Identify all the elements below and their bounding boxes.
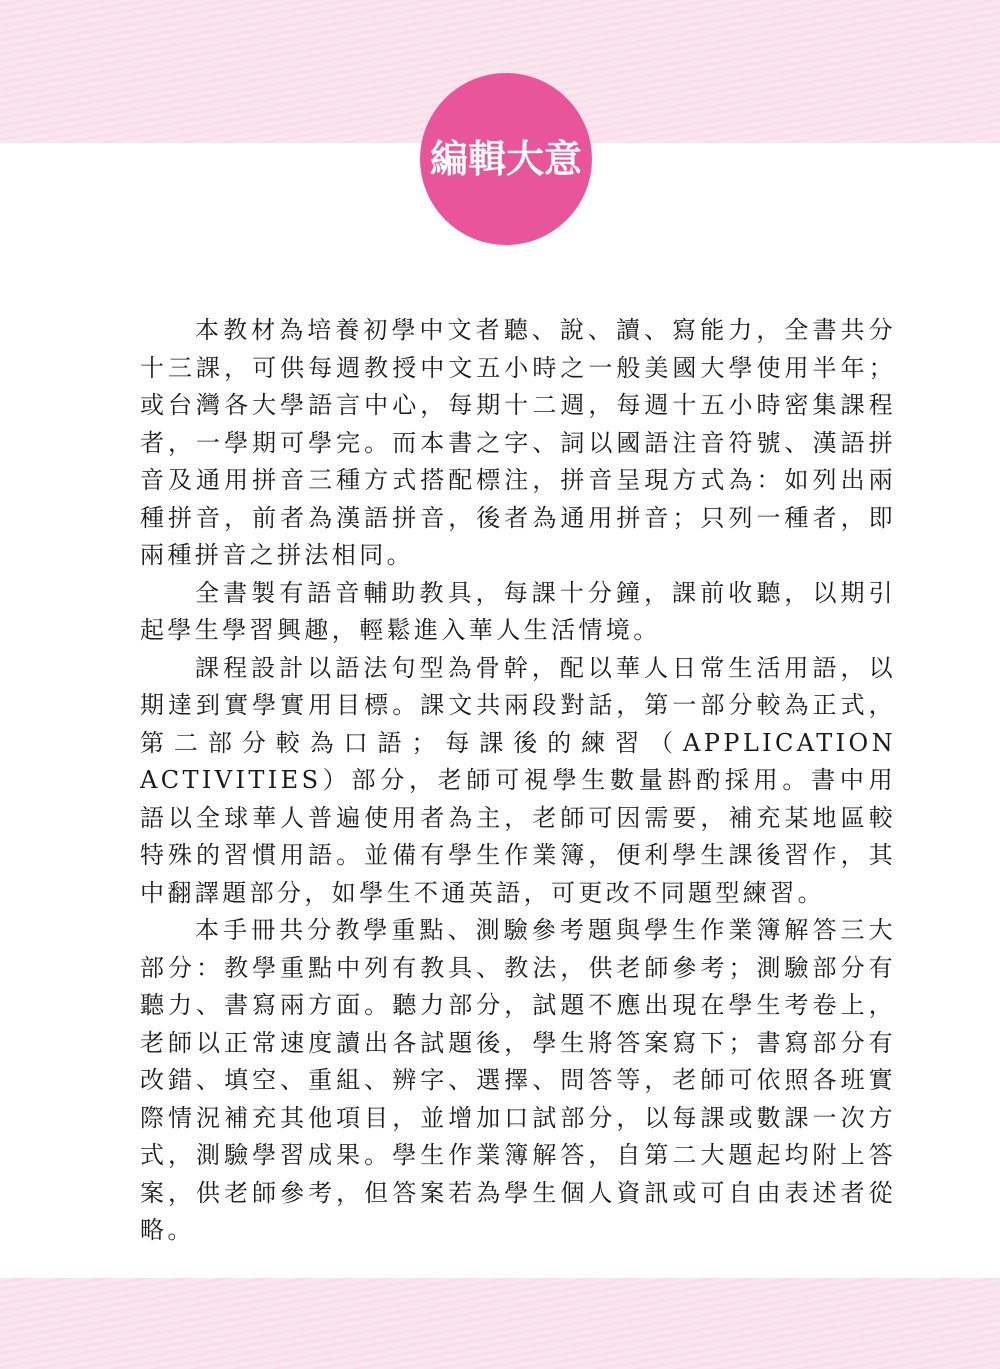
paragraph-overview: 本教材為培養初學中文者聽、說、讀、寫能力，全書共分十三課，可供每週教授中文五小時之一般美國大學使用半年；或台灣各大學語言中心，每期十二週，每週十五小時密集課程者，一學期可學完。而本書之字、詞以國語注音符號、漢語拼音及通用拼音三種方式搭配標注，拼音呈現方式為：如列出兩種拼音，前者為漢語拼音，後者為通用拼音；只列一種者，即兩種拼音之拼法相同。 bbox=[140, 316, 896, 569]
paragraph-manual-contents: 本手冊共分教學重點、測驗參考題與學生作業簿解答三大部分：教學重點中列有教具、教法，供老師參考；測驗部分有聽力、書寫兩方面。聽力部分，試題不應出現在學生考卷上，老師以正常速度讀出各試題後，學生將答案寫下；書寫部分有改錯、填空、重組、辨字、選擇、問答等，老師可依照各班實際情況補充其他項目，並增加口試部分，以每課或數課一次方式，測驗學習成果。學生作業簿解答，自第二大題起均附上答案，供老師參考，但答案若為學生個人資訊或可自由表述者從略。 bbox=[140, 916, 896, 1244]
paragraph-audio-aids: 全書製有語音輔助教具，每課十分鐘，課前收聽，以期引起學生學習興趣，輕鬆進入華人生活情境。 bbox=[140, 578, 896, 644]
page-title: 編輯大意 bbox=[429, 136, 582, 181]
footer-band bbox=[0, 1278, 1000, 1369]
body-content bbox=[140, 312, 896, 1250]
paragraph-course-design: 課程設計以語法句型為骨幹，配以華人日常生活用語，以期達到實學實用目標。課文共兩段對話，第一部分較為正式，第二部分較為口語；每課後的練習（APPLICATION ACTIVITIES）部分，老師可視學生數量斟酌採用。書中用語以全球華人普遍使用者為主，老師可因需要，補充某地區較特殊的習慣用語。並備有學生作業簿，便利學生課後習作，其中翻譯題部分，如學生不通英語，可更改不同題型練習。 bbox=[140, 653, 896, 907]
title-badge bbox=[420, 73, 592, 245]
